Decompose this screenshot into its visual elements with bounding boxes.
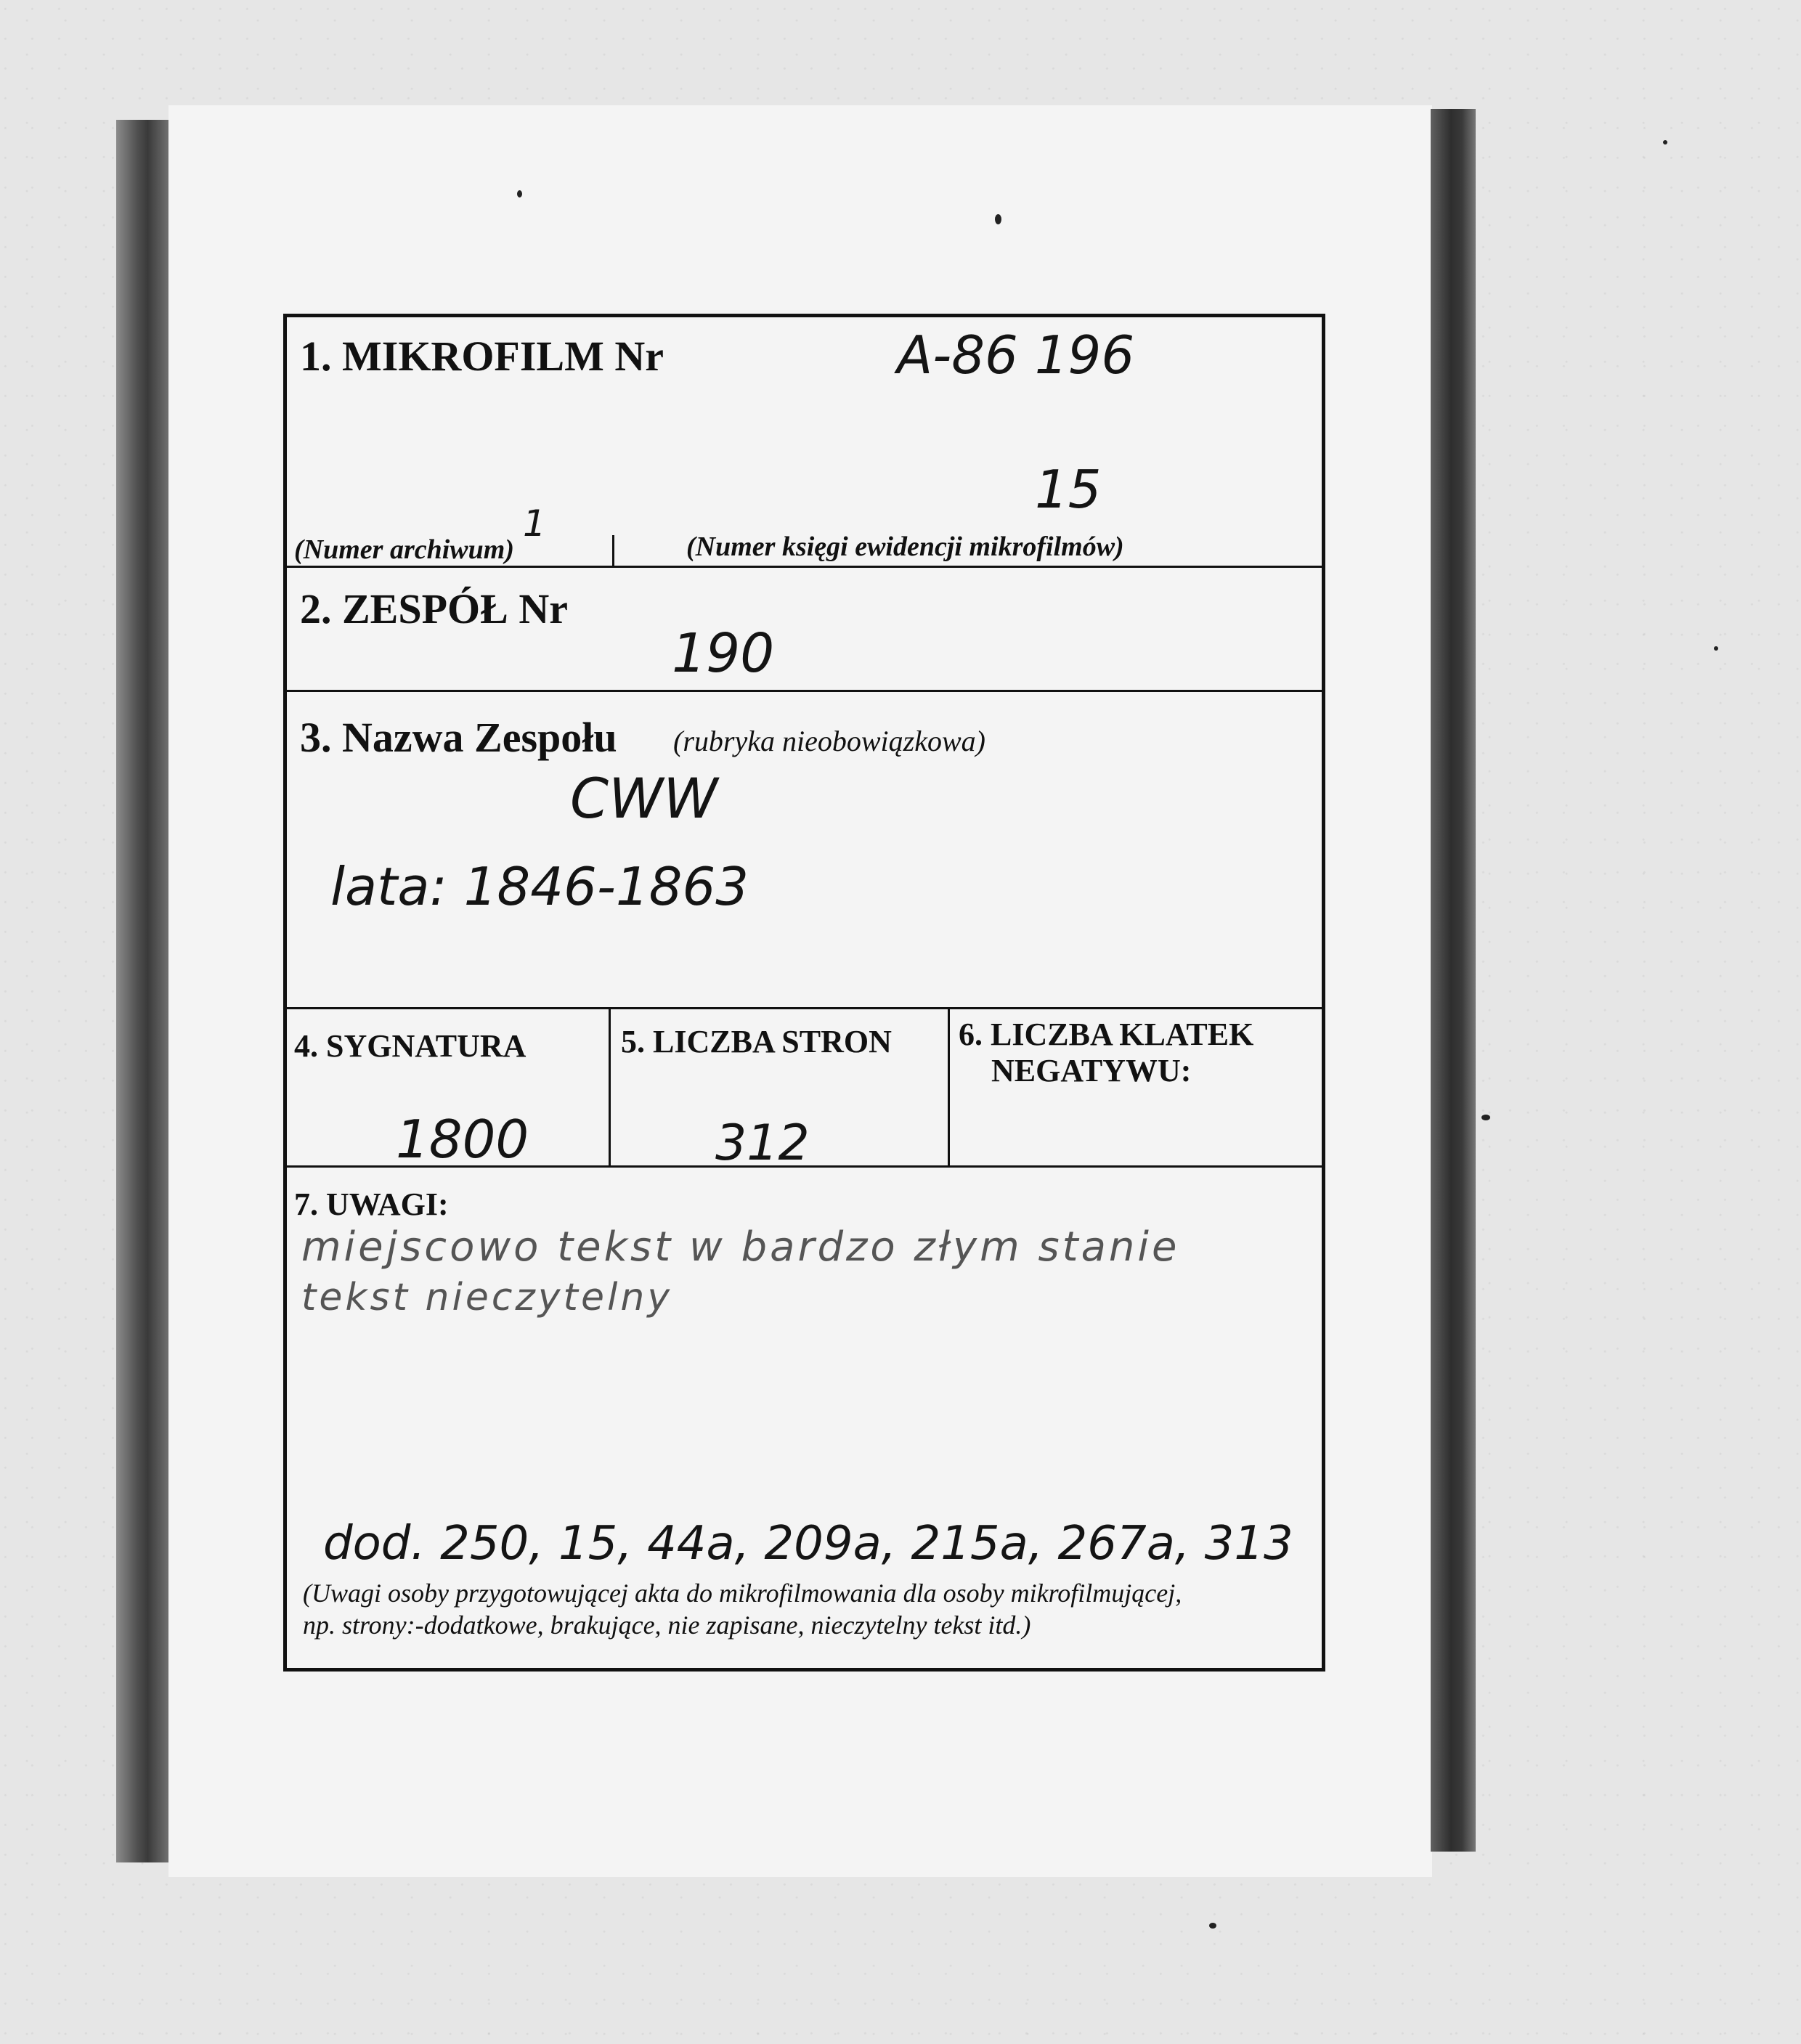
scan-speck <box>995 214 1001 224</box>
scan-speck <box>1663 140 1667 144</box>
film-edge-right <box>1431 109 1476 1852</box>
signature-value: 1800 <box>396 1109 529 1170</box>
scan-speck <box>1209 1923 1216 1929</box>
frames-label-line1: 6. LICZBA KLATEK <box>959 1017 1254 1052</box>
pages-value: 312 <box>715 1115 810 1172</box>
divider <box>287 690 1322 692</box>
fonds-years: lata: 1846-1863 <box>330 856 749 917</box>
scan-speck <box>517 190 522 198</box>
divider <box>287 1007 1322 1009</box>
archive-number: 1 <box>523 502 546 545</box>
remarks-caption-line2: np. strony:-dodatkowe, brakujące, nie zapisane, nieczytelny tekst itd.) <box>303 1611 1031 1640</box>
scan-speck <box>1714 646 1718 651</box>
remarks-label: 7. UWAGI: <box>294 1186 449 1222</box>
microfilm-number: A-86 196 <box>897 325 1135 386</box>
divider <box>287 566 1322 568</box>
signature-label: 4. SYGNATURA <box>294 1028 527 1064</box>
fonds-number: 190 <box>672 622 775 685</box>
remarks-caption-line1: (Uwagi osoby przygotowującej akta do mikrofilmowania dla osoby mikrofilmującej, <box>303 1579 1182 1608</box>
film-edge-left <box>116 120 168 1862</box>
fonds-label: 2. ZESPÓŁ Nr <box>300 585 568 632</box>
pages-label: 5. LICZBA STRON <box>621 1024 892 1059</box>
frames-label-line2: NEGATYWU: <box>991 1053 1192 1088</box>
register-number: 15 <box>1035 459 1102 520</box>
divider <box>948 1007 950 1165</box>
fonds-name-note: (rubryka nieobowiązkowa) <box>673 725 985 757</box>
divider <box>609 1007 611 1165</box>
remarks-handwritten-line3: dod. 250, 15, 44a, 209a, 215a, 267a, 313 <box>323 1517 1293 1571</box>
fonds-name-label: 3. Nazwa Zespołu <box>300 714 617 761</box>
scan-speck <box>1481 1115 1490 1120</box>
caption-separator <box>612 535 614 566</box>
microfilm-form <box>283 314 1325 1672</box>
register-caption: (Numer księgi ewidencji mikrofilmów) <box>686 532 1124 562</box>
microfilm-label: 1. MIKROFILM Nr <box>300 333 664 380</box>
remarks-handwritten-line1: miejscowo tekst w bardzo złym stanie <box>301 1223 1180 1271</box>
remarks-handwritten-line2: tekst nieczytelny <box>301 1276 673 1319</box>
archive-caption: (Numer archiwum) <box>294 534 514 565</box>
fonds-name-value: CWW <box>570 766 718 831</box>
